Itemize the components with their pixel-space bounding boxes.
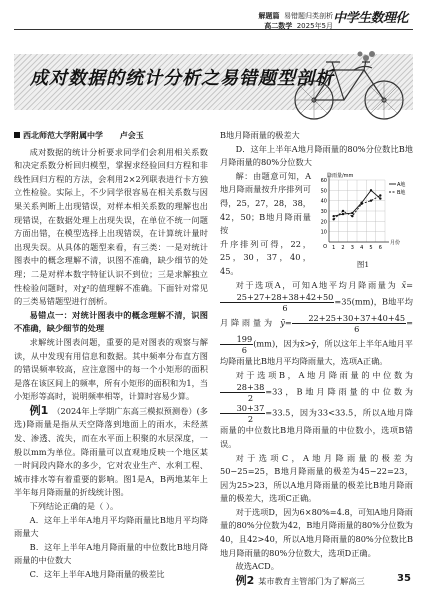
series-a-point (342, 213, 344, 215)
example-1 (14, 404, 208, 500)
solution-d: 对于选项D，因为6×80%=4.8，可知A地月降雨量的80%分位数为42，B地月降雨量的80%分位数为40，且42>40，所以A地月降雨量的80%分位数比B地月降雨量的80%分位数大，选项D正确。 (220, 506, 413, 558)
x-tick-label: 3 (350, 244, 354, 251)
fraction-b-mean (292, 313, 406, 334)
fraction-numerator: 22+25+30+37+40+45 (292, 313, 406, 324)
series-b-point (379, 194, 381, 196)
series-b-point (370, 199, 372, 201)
y-tick-label: 20 (320, 219, 327, 226)
x-tick-label: 5 (369, 244, 373, 251)
series-b-point (332, 218, 334, 220)
example-1-text: （2024年上学期广东高三模拟预测卷）(多选)降雨量是指从天空降落到地面上的雨水，未经蒸发、渗透、流失，而在水平面上积聚的水层深度，一般以mm为单位。降雨量可以直观地反映一个地区某一时间段内降水的多少，它对农业生产、水利工程、城市排水等有着重要的影响。图1是A，B两地某年上半年每月降雨量的折线统计图。 (14, 405, 208, 498)
fraction-a-mean (220, 292, 334, 313)
fraction-b-median (220, 403, 265, 424)
option-a: A．这年上半年A地月平均降雨量比B地月平均降雨量大 (14, 514, 208, 539)
square-bullet-icon (14, 132, 20, 138)
fraction-denominator: 2 (247, 393, 254, 404)
fraction-numerator: 28+38 (220, 382, 265, 393)
option-c-continued: B地月降雨量的极差大 (220, 130, 300, 140)
y-tick-label: 60 (320, 177, 327, 184)
fraction-denominator: 2 (247, 414, 254, 425)
right-column (220, 129, 413, 588)
y-tick-label: 50 (320, 188, 327, 195)
solution-c: 对于选项C，A地月降雨量的极差为50−25=25，B地月降雨量的极差为45−22=23，因为25>23，所以A地月降雨量的极差比B地月降雨量的极差大，选项C正确。 (220, 452, 413, 504)
x-tick-label: 4 (360, 244, 364, 251)
legend-b-label: B地 (397, 189, 406, 196)
intro-paragraph: 成对数据的统计分析要求同学们会利用相关系数和决定系数分析回归模型，掌握求经验回归方程和非线性回归方程的方法，会利用2×2列联表进行卡方独立性检验。实际上，不少同学很容易在相关系数与因果关系判断上出现错误，对样本相关系数的理解也出现错误，在数据处理上出现失误，在单位不统一问题方面出错，在模型选择上出现错误，在计算统计量时出现失误。从具体的题型来看，有三类：一是对统计图表中的概念理解不清，识图不准确，缺少细节的处理；二是对样本数字特征认识不到位；三是求解独立性检验问题时，对χ²的值理解不准确。下面针对常见的三类易错题型进行剖析。 (14, 146, 208, 307)
header-date: 2025年5月 (296, 22, 333, 30)
solution-a: 对于选项A，可知A地平均月降雨量为 x̄= $\frac{25+27+28+38+42+50}{6}$ =35(mm)，B地平均月降雨量为 ȳ= $\frac{22+25+30+37+40+45}{6}$ = $\frac{199}{6}$ (mm)，因为x̄>ȳ，所以这年上半年A地月平均降雨量比B地月平均降雨量大，选项A正确。 (220, 279, 413, 367)
y-tick-label: 30 (320, 208, 327, 215)
header-grade: 高二数学 (264, 22, 293, 30)
series-b-point (360, 202, 362, 204)
y-tick-label: 40 (320, 198, 327, 205)
fraction-b-value (220, 334, 253, 355)
origin-label: O (323, 243, 327, 250)
question-stem: 下列结论正确的是（ ）。 (29, 501, 119, 512)
solution-a-text1: 对于选项A，可知A地平均月降雨量为 (235, 279, 398, 290)
y-axis-label: 降雨量/mm (327, 172, 354, 179)
author-line (14, 129, 208, 143)
option-d: D．这年上半年A地月降雨量的80%分位数比B地月降雨量的80%分位数大 (220, 143, 413, 168)
option-b: B．这年上半年A地月降雨量的中位数比B地月降雨量的中位数大 (14, 541, 208, 566)
page-number: 35 (397, 573, 411, 584)
answer: 故选ACD。 (235, 561, 279, 572)
header-info (183, 11, 333, 31)
author-affiliation: 西北师范大学附属中学 (23, 131, 103, 140)
series-b-point (342, 210, 344, 212)
figure-1 (313, 170, 413, 270)
fraction-numerator: 25+27+28+38+42+50 (220, 292, 334, 303)
solution-b-result: =33，B地月降雨量的中位数为 (265, 386, 413, 397)
fraction-denominator: 6 (354, 324, 360, 335)
solution-a-conclusion: 为x̄>ȳ，所以这年上半年A地月平均降雨量比B地月平均降雨量大，选项A正确。 (220, 338, 413, 367)
fraction-numerator: 199 (220, 334, 253, 345)
chart-guidance-paragraph: 求解统计图表问题，重要的是对图表的观察与解读，从中发现有用信息和数据。其中频率分布直方图的错误频率较高，应注意图中的每一个小矩形的面积是落在该区间上的频率，所有小矩形的面积和为1，当小矩形等高时，说明频率相等，计算时容易少算。 (14, 336, 208, 402)
figure-caption: 图1 (356, 260, 370, 270)
x-tick-label: 6 (378, 244, 382, 251)
series-a-point (379, 197, 381, 199)
fraction-denominator: 6 (241, 345, 247, 356)
error-point-one-heading: 易错点一：对统计图表中的概念理解不清，识图不准确，缺少细节的处理 (14, 309, 208, 334)
article-title: 成对数据的统计分析之易错题型剖析 (30, 68, 334, 89)
x-tick-label: 2 (341, 244, 345, 251)
solution-a-result2: (mm)，因 (253, 338, 292, 349)
option-c: C．这年上半年A地月降雨量的极差比 (29, 569, 165, 579)
title-banner (14, 40, 413, 124)
fraction-a-median (220, 382, 265, 403)
series-a-point (351, 212, 353, 214)
header-section: 解题篇 (258, 12, 280, 20)
solution-b-sorted: 升序排列可得，22，25，30，37，40，45。 (220, 238, 311, 276)
y-tick-label: 10 (320, 229, 327, 236)
solution-intro: 解：由题意可知，A地月降雨量按升序排列可得，25，27，28，38，42，50；B地月降雨量按 (220, 170, 311, 236)
solution-b-text1: 对于选项B，A地月降雨量的中位数为 (235, 369, 413, 380)
author-name: 卢会玉 (119, 131, 144, 140)
example-2-text: 某市教育主管部门为了解高三 (258, 575, 365, 586)
solution-b-conclusion: =33.5，因为33<33.5，所以A地月降雨量的中位数比B地月降雨量的中位数小，选项B错误。 (220, 407, 413, 449)
x-tick-label: 1 (332, 244, 336, 251)
legend-a-label: A地 (397, 181, 406, 188)
fraction-numerator: 30+37 (220, 403, 265, 414)
series-b-point (351, 215, 353, 217)
header-rule (14, 29, 413, 30)
fraction-denominator: 6 (282, 303, 288, 314)
x-axis-label: 月份 (390, 239, 401, 246)
series-a-point (332, 215, 334, 217)
magazine-logo: 中学生数理化 (333, 11, 409, 26)
series-a-point (370, 189, 372, 191)
left-column (14, 129, 208, 582)
rainfall-line-chart (313, 170, 413, 256)
example-2 (220, 574, 413, 589)
header-column: 易错题归类剖析 (284, 12, 333, 20)
example-2-label: 例2 (235, 573, 255, 587)
example-1-label: 例1 (29, 403, 49, 417)
solution-a-result: =35(mm)，B地平均月降雨量为 (220, 296, 413, 328)
solution-b (220, 369, 413, 452)
